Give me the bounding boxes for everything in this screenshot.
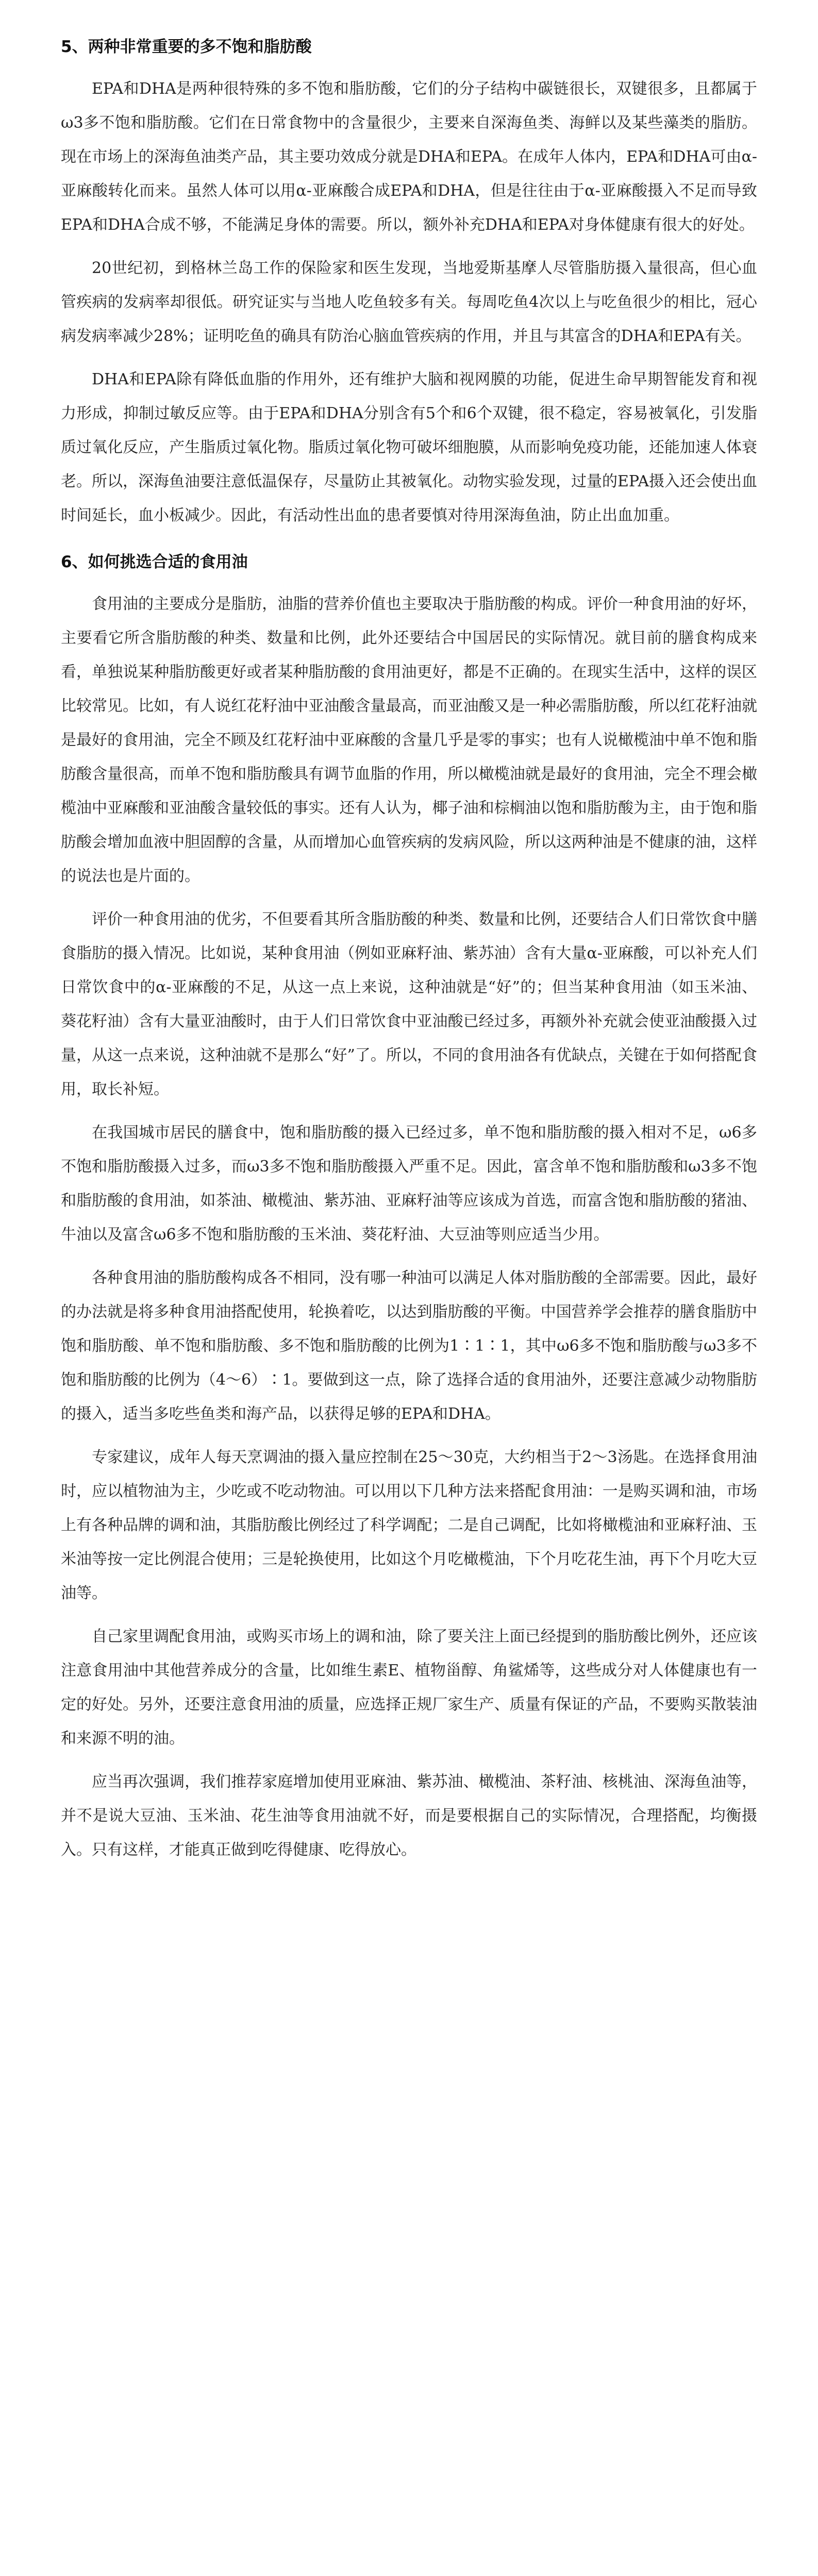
- paragraph: EPA和DHA是两种很特殊的多不饱和脂肪酸，它们的分子结构中碳链很长，双键很多，且都属于ω3多不饱和脂肪酸。它们在日常食物中的含量很少，主要来自深海鱼类、海鲜以及某些藻类的脂肪。现在市场上的深海鱼油类产品，其主要功效成分就是DHA和EPA。在成年人体内，EPA和DHA可由α-亚麻酸转化而来。虽然人体可以用α-亚麻酸合成EPA和DHA，但是往往由于α-亚麻酸摄入不足而导致EPA和DHA合成不够，不能满足身体的需要。所以，额外补充DHA和EPA对身体健康有很大的好处。: [61, 80, 757, 234]
- paragraph: 评价一种食用油的优劣，不但要看其所含脂肪酸的种类、数量和比例，还要结合人们日常饮食中膳食脂肪的摄入情况。比如说，某种食用油（例如亚麻籽油、紫苏油）含有大量α-亚麻酸，可以补充人们日常饮食中的α-亚麻酸的不足，从这一点上来说，这种油就是“好”的；但当某种食用油（如玉米油、葵花籽油）含有大量亚油酸时，由于人们日常饮食中亚油酸已经过多，再额外补充就会使亚油酸摄入过量，从这一点来说，这种油就不是那么“好”了。所以，不同的食用油各有优缺点，关键在于如何搭配食用，取长补短。: [61, 910, 757, 1098]
- section-fatty-acids: [61, 35, 757, 533]
- paragraph: 在我国城市居民的膳食中，饱和脂肪酸的摄入已经过多，单不饱和脂肪酸的摄入相对不足，ω6多不饱和脂肪酸摄入过多，而ω3多不饱和脂肪酸摄入严重不足。因此，富含单不饱和脂肪酸和ω3多不饱和脂肪酸的食用油，如茶油、橄榄油、紫苏油、亚麻籽油等应该成为首选，而富含饱和脂肪酸的猪油、牛油以及富含ω6多不饱和脂肪酸的玉米油、葵花籽油、大豆油等则应适当少用。: [61, 1124, 757, 1244]
- paragraph: DHA和EPA除有降低血脂的作用外，还有维护大脑和视网膜的功能，促进生命早期智能发育和视力形成，抑制过敏反应等。由于EPA和DHA分别含有5个和6个双键，很不稳定，容易被氧化，引发脂质过氧化反应，产生脂质过氧化物。脂质过氧化物可破坏细胞膜，从而影响免疫功能，还能加速人体衰老。所以，深海鱼油要注意低温保存，尽量防止其被氧化。动物实验发现，过量的EPA摄入还会使出血时间延长，血小板减少。因此，有活动性出血的患者要慎对待用深海鱼油，防止出血加重。: [61, 370, 757, 524]
- section-heading: 5、两种非常重要的多不饱和脂肪酸: [61, 38, 312, 56]
- section-choosing-oil: [61, 550, 757, 1867]
- paragraph: 食用油的主要成分是脂肪，油脂的营养价值也主要取决于脂肪酸的构成。评价一种食用油的好坏，主要看它所含脂肪酸的种类、数量和比例，此外还要结合中国居民的实际情况。就目前的膳食构成来看，单独说某种脂肪酸更好或者某种脂肪酸的食用油更好，都是不正确的。在现实生活中，这样的误区比较常见。比如，有人说红花籽油中亚油酸含量最高，而亚油酸又是一种必需脂肪酸，所以红花籽油就是最好的食用油，完全不顾及红花籽油中亚麻酸的含量几乎是零的事实；也有人说橄榄油中单不饱和脂肪酸含量很高，而单不饱和脂肪酸具有调节血脂的作用，所以橄榄油就是最好的食用油，完全不理会橄榄油中亚麻酸和亚油酸含量较低的事实。还有人认为，椰子油和棕榈油以饱和脂肪酸为主，由于饱和脂肪酸会增加血液中胆固醇的含量，从而增加心血管疾病的发病风险，所以这两种油是不健康的油，这样的说法也是片面的。: [61, 595, 757, 885]
- section-heading: 6、如何挑选合适的食用油: [61, 553, 248, 571]
- paragraph: 各种食用油的脂肪酸构成各不相同，没有哪一种油可以满足人体对脂肪酸的全部需要。因此，最好的办法就是将多种食用油搭配使用，轮换着吃，以达到脂肪酸的平衡。中国营养学会推荐的膳食脂肪中饱和脂肪酸、单不饱和脂肪酸、多不饱和脂肪酸的比例为1∶1∶1，其中ω6多不饱和脂肪酸与ω3多不饱和脂肪酸的比例为（4～6）∶1。要做到这一点，除了选择合适的食用油外，还要注意减少动物脂肪的摄入，适当多吃些鱼类和海产品，以获得足够的EPA和DHA。: [61, 1269, 757, 1423]
- paragraph: 自己家里调配食用油，或购买市场上的调和油，除了要关注上面已经提到的脂肪酸比例外，还应该注意食用油中其他营养成分的含量，比如维生素E、植物甾醇、角鲨烯等，这些成分对人体健康也有一定的好处。另外，还要注意食用油的质量，应选择正规厂家生产、质量有保证的产品，不要购买散装油和来源不明的油。: [61, 1628, 757, 1748]
- paragraph: 专家建议，成年人每天烹调油的摄入量应控制在25～30克，大约相当于2～3汤匙。在选择食用油时，应以植物油为主，少吃或不吃动物油。可以用以下几种方法来搭配食用油：一是购买调和油，市场上有各种品牌的调和油，其脂肪酸比例经过了科学调配；二是自己调配，比如将橄榄油和亚麻籽油、玉米油等按一定比例混合使用；三是轮换使用，比如这个月吃橄榄油，下个月吃花生油，再下个月吃大豆油等。: [61, 1448, 757, 1602]
- paragraph: 20世纪初，到格林兰岛工作的保险家和医生发现，当地爱斯基摩人尽管脂肪摄入量很高，但心血管疾病的发病率却很低。研究证实与当地人吃鱼较多有关。每周吃鱼4次以上与吃鱼很少的相比，冠心病发病率减少28%；证明吃鱼的确具有防治心脑血管疾病的作用，并且与其富含的DHA和EPA有关。: [61, 259, 757, 345]
- paragraph: 应当再次强调，我们推荐家庭增加使用亚麻油、紫苏油、橄榄油、茶籽油、核桃油、深海鱼油等，并不是说大豆油、玉米油、花生油等食用油就不好，而是要根据自己的实际情况，合理搭配，均衡摄入。只有这样，才能真正做到吃得健康、吃得放心。: [61, 1773, 757, 1859]
